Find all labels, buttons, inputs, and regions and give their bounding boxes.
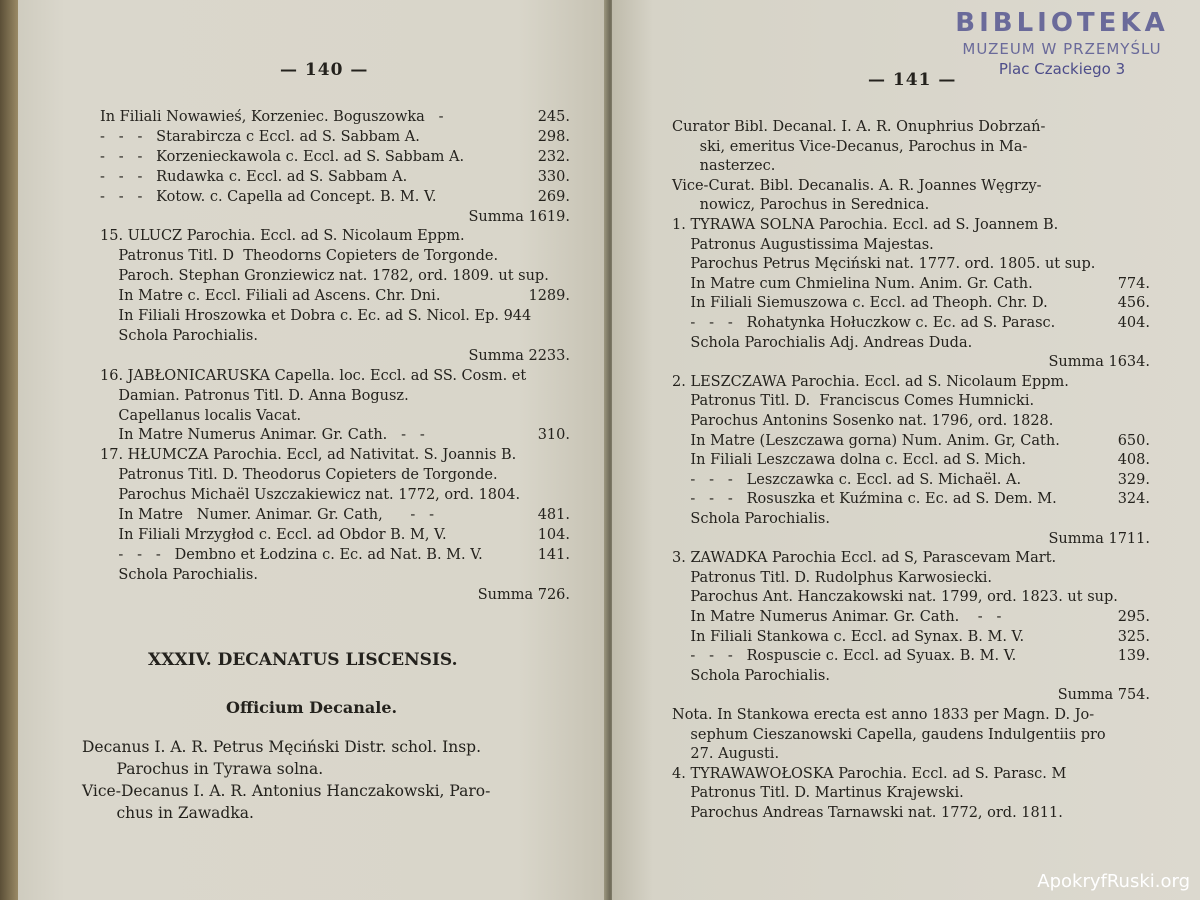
entry-line: - - - Rohatynka Hołuczkow c. Ec. ad S. Parasc. bbox=[672, 315, 1056, 331]
summa-total: Summa 2233. bbox=[468, 347, 570, 364]
section-title: XXXIV. DECANATUS LISCENSIS. bbox=[148, 650, 458, 670]
count-value: 456. bbox=[1117, 295, 1150, 312]
count-value: 404. bbox=[1117, 315, 1150, 331]
entry-line: - - - Korzenieckawola c. Eccl. ad S. Sabbam A. bbox=[100, 148, 465, 165]
subsection-title: Officium Decanale. bbox=[226, 698, 398, 717]
entry-line: Vice-Curat. Bibl. Decanalis. A. R. Joannes Węgrzy- bbox=[672, 177, 1042, 194]
summa-total: Summa 1619. bbox=[468, 208, 570, 225]
entry-line: In Filiali Stankowa c. Eccl. ad Synax. B. M. V. bbox=[672, 628, 1025, 645]
stamp-line-2: MUZEUM W PRZEMYŚLU bbox=[962, 40, 1162, 58]
entry-line: Patronus Titl. D. Franciscus Comes Humnicki. bbox=[672, 393, 1035, 410]
stamp-line-3: Plac Czackiego 3 bbox=[998, 60, 1126, 78]
summa-total: Summa 1634. bbox=[1048, 354, 1150, 371]
entry-line: 3. ZAWADKA Parochia Eccl. ad S, Parascevam Mart. bbox=[672, 550, 1057, 567]
entry-line: Damian. Patronus Titl. D. Anna Bogusz. bbox=[100, 387, 409, 404]
entry-line: Schola Parochialis Adj. Andreas Duda. bbox=[672, 334, 973, 351]
entry-line: Schola Parochialis. bbox=[100, 566, 258, 583]
count-value: 310. bbox=[537, 427, 570, 444]
entry-line: Curator Bibl. Decanal. I. A. R. Onuphrius Dobrzań- bbox=[672, 119, 1046, 135]
officer-line: Parochus in Tyrawa solna. bbox=[82, 760, 324, 778]
count-value: 104. bbox=[537, 526, 570, 543]
entry-line: - - - Leszczawka c. Eccl. ad S. Michaël. A. bbox=[672, 471, 1022, 488]
entry-line: In Matre Numerus Animar. Gr. Cath. - - bbox=[100, 427, 425, 444]
summa-total: Summa 726. bbox=[477, 586, 570, 603]
entry-line: Patronus Titl. D Theodorns Copieters de Torgonde. bbox=[100, 248, 499, 265]
entry-line: - - - Dembno et Łodzina c. Ec. ad Nat. B. M. V. bbox=[100, 546, 483, 563]
entry-line: 27. Augusti. bbox=[672, 746, 780, 763]
count-value: 269. bbox=[537, 188, 570, 205]
entry-line: nowicz, Parochus in Serednica. bbox=[672, 197, 930, 214]
entry-line: 16. JABŁONICARUSKA Capella. loc. Eccl. ad SS. Cosm. et bbox=[100, 367, 527, 384]
count-value: 1289. bbox=[528, 288, 570, 305]
entry-line: In Filiali Nowawieś, Korzeniec. Boguszowka - bbox=[100, 109, 444, 125]
entry-line: - - - Rosuszka et Kuźmina c. Ec. ad S. Dem. M. bbox=[672, 491, 1057, 508]
entry-line: In Filiali Mrzygłod c. Eccl. ad Obdor B. M, V. bbox=[100, 526, 447, 543]
count-value: 330. bbox=[537, 168, 570, 185]
entry-line: - - - Starabircza c Eccl. ad S. Sabbam A. bbox=[100, 128, 420, 145]
entry-line: In Matre cum Chmielina Num. Anim. Gr. Cath. bbox=[672, 275, 1033, 292]
entry-line: 15. ULUCZ Parochia. Eccl. ad S. Nicolaum Eppm. bbox=[100, 228, 465, 245]
left-page bbox=[18, 0, 606, 900]
entry-line: In Filiali Hroszowka et Dobra c. Ec. ad S. Nicol. Ep. 944 bbox=[100, 308, 532, 324]
entry-line: sephum Cieszanowski Capella, gaudens Indulgentiis pro bbox=[672, 726, 1106, 743]
summa-total: Summa 1711. bbox=[1048, 530, 1150, 547]
entry-line: nasterzec. bbox=[672, 158, 776, 175]
entry-line: Patronus Augustissima Majestas. bbox=[672, 236, 934, 253]
page-number-left: — 140 — bbox=[280, 60, 369, 80]
entry-line: Parochus Andreas Tarnawski nat. 1772, ord. 1811. bbox=[672, 805, 1063, 821]
count-value: 325. bbox=[1117, 628, 1150, 645]
right-page bbox=[612, 0, 1200, 900]
officer-line: chus in Zawadka. bbox=[82, 804, 254, 822]
entry-line: Nota. In Stankowa erecta est anno 1833 per Magn. D. Jo- bbox=[672, 707, 1095, 723]
count-value: 774. bbox=[1117, 275, 1150, 292]
entry-line: Parochus Petrus Męciński nat. 1777. ord. 1805. ut sup. bbox=[672, 256, 1096, 273]
entry-line: Parochus Ant. Hanczakowski nat. 1799, ord. 1823. ut sup. bbox=[672, 589, 1118, 606]
entry-line: Parochus Antonins Sosenko nat. 1796, ord. 1828. bbox=[672, 413, 1054, 429]
entry-line: 4. TYRAWAWOŁOSKA Parochia. Eccl. ad S. Parasc. M bbox=[672, 765, 1067, 782]
officer-line: Vice-Decanus I. A. R. Antonius Hanczakowski, Paro- bbox=[82, 782, 491, 800]
count-value: 245. bbox=[537, 109, 570, 125]
count-value: 481. bbox=[537, 507, 570, 523]
count-value: 650. bbox=[1117, 432, 1150, 449]
entry-line: In Matre Numer. Animar. Gr. Cath, - - bbox=[100, 507, 435, 523]
entry-line: Schola Parochialis. bbox=[672, 667, 830, 684]
entry-line: 1. TYRAWA SOLNA Parochia. Eccl. ad S. Joannem B. bbox=[672, 217, 1059, 233]
entry-line: Patronus Titl. D. Rudolphus Karwosiecki. bbox=[672, 569, 992, 586]
library-stamp bbox=[932, 8, 1192, 98]
entry-line: Schola Parochialis. bbox=[100, 327, 258, 344]
entry-line: Paroch. Stephan Gronziewicz nat. 1782, ord. 1809. ut sup. bbox=[100, 268, 549, 285]
entry-line: In Matre c. Eccl. Filiali ad Ascens. Chr. Dni. bbox=[100, 288, 441, 305]
count-value: 324. bbox=[1117, 491, 1150, 508]
count-value: 141. bbox=[537, 546, 570, 563]
entry-line: 17. HŁUMCZA Parochia. Eccl, ad Nativitat. S. Joannis B. bbox=[100, 447, 517, 464]
entry-line: Capellanus localis Vacat. bbox=[100, 407, 302, 424]
count-value: 295. bbox=[1117, 609, 1150, 625]
book-edge bbox=[0, 0, 18, 900]
entry-line: - - - Rospuscie c. Eccl. ad Syuax. B. M. V. bbox=[672, 648, 1017, 665]
entry-line: - - - Rudawka c. Eccl. ad S. Sabbam A. bbox=[100, 168, 408, 185]
page-number-right: — 141 — bbox=[868, 70, 957, 90]
entry-line: In Matre (Leszczawa gorna) Num. Anim. Gr, Cath. bbox=[672, 432, 1060, 449]
entry-line: In Filiali Leszczawa dolna c. Eccl. ad S. Mich. bbox=[672, 452, 1026, 469]
entry-line: ski, emeritus Vice-Decanus, Parochus in Ma- bbox=[672, 138, 1028, 155]
entry-line: In Matre Numerus Animar. Gr. Cath. - - bbox=[672, 609, 1002, 625]
count-value: 329. bbox=[1117, 471, 1150, 488]
entry-line: Schola Parochialis. bbox=[672, 511, 830, 527]
count-value: 139. bbox=[1117, 648, 1150, 665]
count-value: 298. bbox=[537, 128, 570, 145]
entry-line: Patronus Titl. D. Theodorus Copieters de Torgonde. bbox=[100, 467, 498, 484]
entry-line: Parochus Michaël Uszczakiewicz nat. 1772, ord. 1804. bbox=[100, 487, 521, 504]
count-value: 232. bbox=[537, 148, 570, 165]
officer-line: Decanus I. A. R. Petrus Męciński Distr. schol. Insp. bbox=[82, 738, 482, 756]
summa-total: Summa 754. bbox=[1057, 687, 1150, 704]
site-watermark: ApokryfRuski.org bbox=[1037, 871, 1190, 892]
entry-line: 2. LESZCZAWA Parochia. Eccl. ad S. Nicolaum Eppm. bbox=[672, 373, 1069, 390]
count-value: 408. bbox=[1117, 452, 1150, 469]
entry-line: In Filiali Siemuszowa c. Eccl. ad Theoph. Chr. D. bbox=[672, 295, 1048, 312]
entry-line: - - - Kotow. c. Capella ad Concept. B. M. V. bbox=[100, 188, 437, 205]
entry-line: Patronus Titl. D. Martinus Krajewski. bbox=[672, 785, 964, 802]
stamp-line-1: BIBLIOTEKA bbox=[955, 8, 1169, 38]
